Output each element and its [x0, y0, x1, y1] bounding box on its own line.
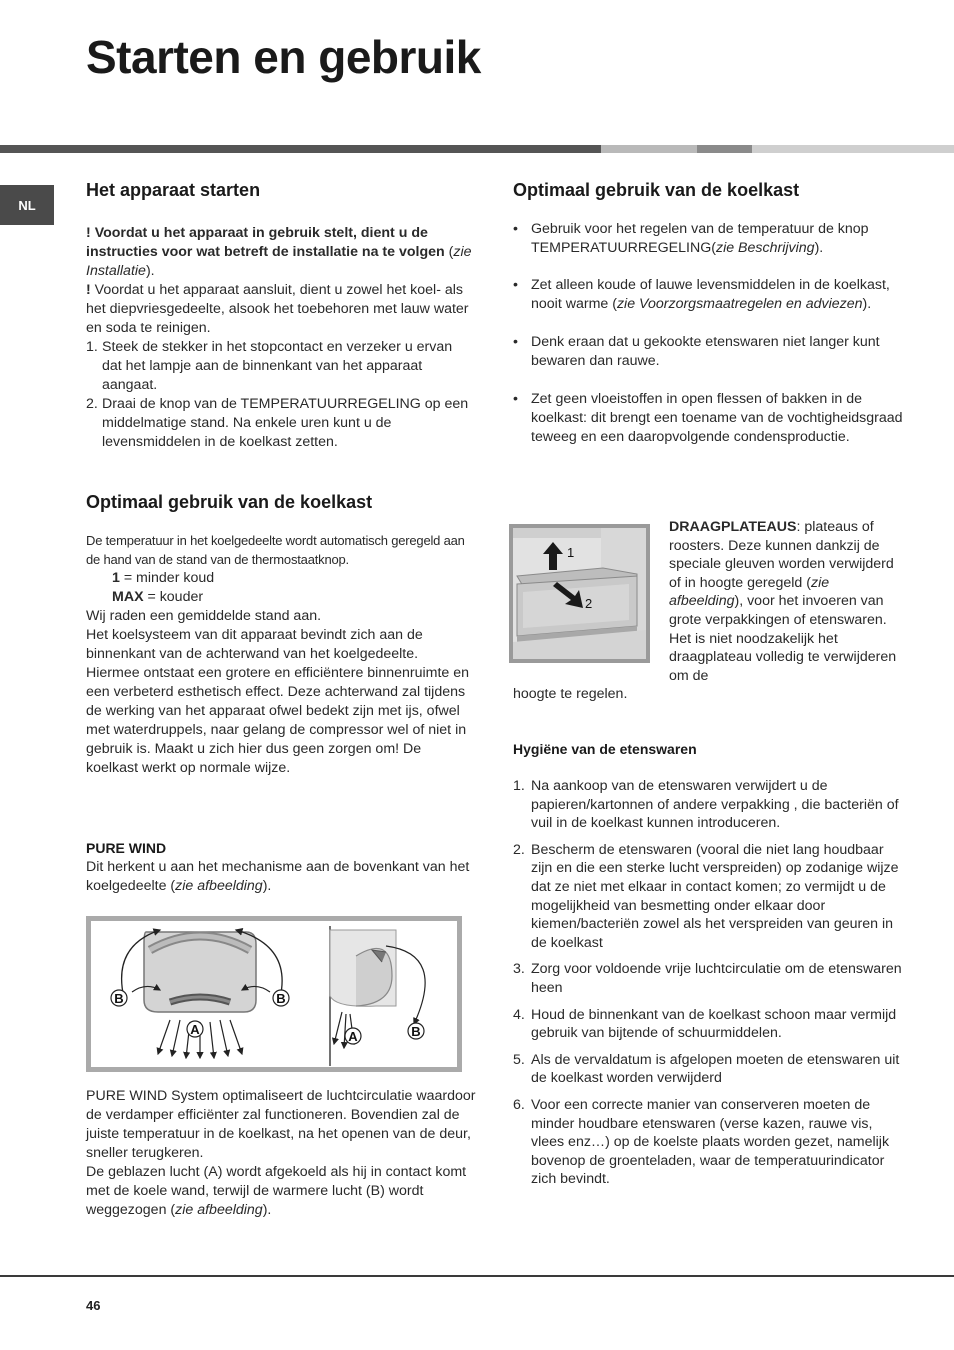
optimal-section [86, 491, 474, 778]
warning-install-text: Voordat u het apparaat in gebruik stelt, dient u de instructies voor wat betreft de installatie na te volgen [86, 225, 445, 260]
purewind-heading: PURE WIND [86, 840, 167, 856]
hygiene-number: 1. [513, 778, 525, 794]
tip-text: Zet alleen koude of lauwe levensmiddelen in de koelkast, nooit warme ( [531, 277, 890, 312]
right-optimal-heading: Optimaal gebruik van de koelkast [513, 180, 800, 200]
hygiene-heading: Hygiëne van de etenswaren [513, 741, 697, 757]
header-bar-light-2 [752, 145, 954, 153]
step-number: 1. [86, 339, 98, 355]
shelves-description [669, 518, 903, 685]
tip-text: Zet geen vloeistoffen in open flessen of bakken in de koelkast: dit brengt een toename van de vochtigheidsgraad teweeg en een daaropvolgende condensproductie. [531, 391, 903, 445]
hygiene-item [513, 1096, 903, 1189]
ref-close: ). [262, 1202, 272, 1218]
footer-divider [0, 1275, 954, 1277]
hygiene-list [513, 777, 903, 1189]
setting-min-value: = minder koud [119, 570, 215, 586]
hygiene-number: 3. [513, 961, 525, 978]
start-step [86, 338, 472, 395]
hygiene-number: 4. [513, 1006, 525, 1023]
hygiene-number: 2. [513, 841, 525, 858]
optimal-heading: Optimaal gebruik van de koelkast [86, 492, 373, 512]
purewind-figure [86, 916, 462, 1072]
purewind-text-main: Dit herkent u aan het mechanisme aan de bovenkant van het koelgedeelte ( [86, 859, 470, 894]
shelves-continuation: hoogte te regelen. [513, 686, 628, 702]
tip-text: Denk eraan dat u gekookte etenswaren niet langer kunt bewaren dan rauwe. [531, 334, 880, 369]
header-bar-mid [697, 145, 752, 153]
shelf-diagram [509, 524, 650, 663]
hygiene-item [513, 1051, 903, 1088]
label-a-side: A [348, 1029, 358, 1044]
setting-max-key: MAX [112, 589, 144, 605]
shelves-reference: zie afbeelding [669, 574, 830, 610]
hygiene-item [513, 1006, 903, 1043]
header-bar-light-1 [601, 145, 697, 153]
shelf-label-1: 1 [567, 545, 575, 560]
ref-open: ( [444, 244, 454, 260]
purewind-description-text: PURE WIND System optimaliseert de luchtcirculatie waardoor de verdamper efficiënter zal functioneren. Bovendien zal de juiste temperatuur in de koelkast, na het openen van de deur, sneller terugkeren. De geblazen lucht (A) wordt afgekoeld als hij in contact komt met de koele wand, terwijl de warmere lucht (B) wordt weggezogen ( [86, 1088, 476, 1218]
purewind-text [86, 858, 474, 896]
warning-clean-text: Voordat u het apparaat aansluit, dient u zowel het koel- als het diepvriesgedeelte, alsook het toebehoren met lauw water en soda te reinigen. [86, 282, 469, 336]
step-number: 2. [86, 396, 98, 412]
start-heading: Het apparaat starten [86, 180, 261, 200]
label-b-side: B [411, 1024, 421, 1039]
start-section [86, 179, 472, 452]
tip-reference: zie Voorzorgsmaatregelen en adviezen [616, 296, 863, 312]
tips-list [513, 220, 903, 447]
purewind-description [86, 1087, 476, 1220]
tip-text: Gebruik voor het regelen van de temperatuur de knop TEMPERATUURREGELING( [531, 221, 869, 256]
page-number: 46 [86, 1298, 101, 1313]
purewind-diagram [86, 916, 462, 1072]
ref-close: ). [862, 296, 872, 312]
setting-min [86, 569, 474, 588]
hygiene-item [513, 960, 903, 997]
hygiene-section [513, 740, 903, 1197]
start-steps [86, 338, 472, 452]
warning-mark: ! [86, 282, 91, 298]
step-text: Draai de knop van de TEMPERATUURREGELING op een middelmatige stand. Na enkele uren kunt u de levensmiddelen in de koelkast zetten. [102, 396, 469, 450]
warning-mark: ! [86, 225, 91, 241]
ref-close: ). [814, 240, 824, 256]
hygiene-item [513, 777, 903, 833]
hygiene-number: 6. [513, 1096, 525, 1113]
shelves-text-continued [513, 685, 903, 704]
shelves-text-1: : plateaus of roosters. Deze kunnen dankzij de speciale gleuven worden verwijderd of in hoogte geregeld ( [669, 519, 894, 591]
hygiene-text: Houd de binnenkant van de koelkast schoon maar vermijd gebruik van bijtende of schuurmiddelen. [531, 1006, 897, 1042]
hygiene-text: Als de vervaldatum is afgelopen moeten de etenswaren uit de koelkast worden verwijderd [531, 1051, 900, 1087]
start-step [86, 395, 472, 452]
purewind-after [86, 1087, 476, 1220]
header-bar-dark [0, 145, 601, 153]
warning-install [86, 224, 472, 281]
install-reference: zie Installatie [86, 244, 472, 279]
step-text: Steek de stekker in het stopcontact en verzeker u ervan dat het lampje aan de binnenkant van het apparaat aangaat. [102, 339, 453, 393]
hygiene-text: Bescherm de etenswaren (vooral die niet lang houdbaar zijn en die een sterke lucht verspreiden) op zodanige wijze dat ze niet met elkaar in contact komen; zo vermijdt u de mogelijkheid van besmetting onder elkaar door kiemen/bacteriën zowel als het verspreiden van geuren in de koelkast [531, 841, 899, 951]
hygiene-text: Voor een correcte manier van conserveren moeten de minder houdbare etenswaren (verse kazen, rauwe vis, vlees enz…) op de koelste plaats worden gezet, namelijk bovenop de groenteladen, waar de temperatuurindicator zich bevindt. [531, 1096, 890, 1188]
purewind-reference: zie afbeelding [175, 878, 263, 894]
setting-max-value: = kouder [143, 589, 204, 605]
tip-reference: zie Beschrijving [715, 240, 815, 256]
warning-clean [86, 281, 472, 338]
optimal-body: Wij raden een gemiddelde stand aan. Het koelsysteem van dit apparaat bevindt zich aan de binnenkant van de achterwand van het koelgedeelte. Hiermee ontstaat een grotere en efficiëntere binnenruimte en een verbeterd esthetisch effect. Deze achterwand zal tijdens de werking van het apparaat ofwel bedekt zijn met ijs, ofwel met waterdruppels, naar gelang de compressor wel of niet in gebruik is. Maakt u zich hier dus geen zorgen om! De koelkast werkt op normale wijze. [86, 608, 470, 776]
setting-max [86, 588, 474, 607]
ref-close: ). [262, 878, 272, 894]
ref-close: ). [145, 263, 155, 279]
hygiene-text: Zorg voor voldoende vrije luchtcirculatie om de etenswaren heen [531, 961, 902, 996]
hygiene-item [513, 841, 903, 953]
hygiene-text: Na aankoop van de etenswaren verwijdert u de papieren/kartonnen of andere verpakking , die bacteriën of vuil in de koelkast kunnen introduceren. [531, 778, 899, 832]
shelves-term: DRAAGPLATEAUS [669, 519, 797, 535]
tip-item [513, 390, 903, 447]
language-tab: NL [0, 185, 54, 225]
label-b-right: B [276, 991, 286, 1006]
shelves-text-2: ), voor het invoeren van grote verpakkingen of etenswaren. Het is niet noodzakelijk het draagplateau volledig te verwijderen om de [669, 593, 897, 684]
tip-item [513, 276, 903, 314]
right-optimal-section [513, 179, 903, 447]
shelf-figure [509, 524, 650, 663]
tip-item [513, 333, 903, 371]
label-b-left: B [114, 991, 124, 1006]
page-title: Starten en gebruik [86, 31, 481, 83]
tip-item [513, 220, 903, 258]
shelves-text [669, 518, 903, 685]
hygiene-number: 5. [513, 1051, 525, 1068]
optimal-intro: De temperatuur in het koelgedeelte wordt automatisch geregeld aan de hand van de stand van de thermostaatknop. [86, 533, 465, 567]
label-a-front: A [190, 1022, 200, 1037]
setting-min-key: 1 [112, 570, 120, 586]
purewind-section [86, 839, 474, 896]
shelf-label-2: 2 [585, 596, 593, 611]
purewind-after-reference: zie afbeelding [175, 1202, 263, 1218]
